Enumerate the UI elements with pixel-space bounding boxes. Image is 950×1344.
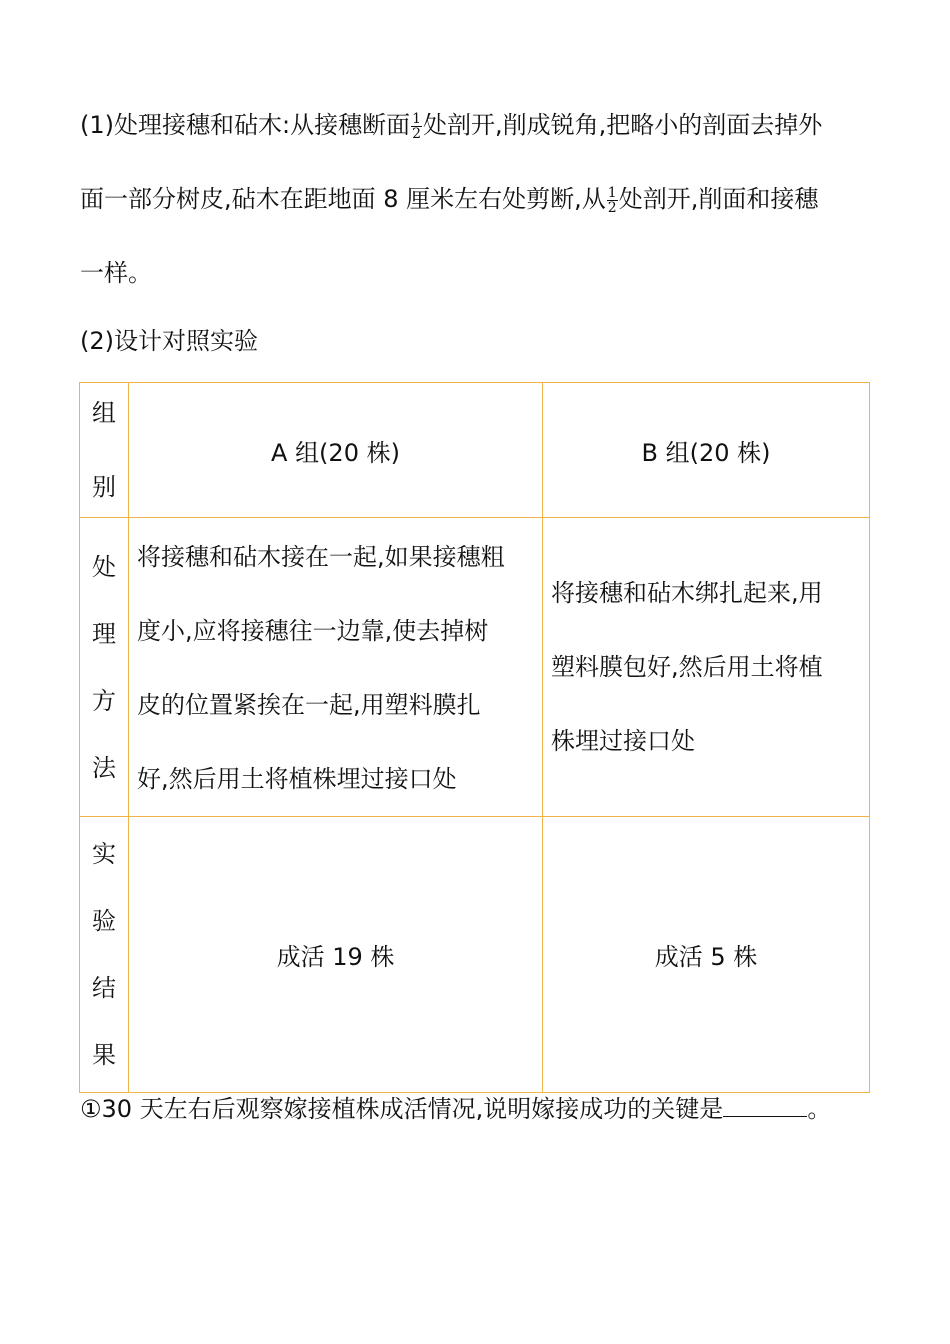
method-b-line: 将接穗和砧木绑扎起来,用 [551,579,823,607]
table-row-group [80,383,870,518]
fraction-half: $\frac{1}{2}$ [607,184,617,216]
row-label-char: 理 [92,619,116,648]
question-line: ①30 天左右后观察嫁接植株成活情况,说明嫁接成功的关键是 。 [80,1095,832,1123]
table-row-method [80,518,870,817]
method-group-b [543,518,870,817]
header-group-a: A 组(20 株) [129,383,543,518]
header-group-b: B 组(20 株) [543,383,870,518]
method-a-line: 度小,应将接穗往一边靠,使去掉树 [137,617,489,645]
method-group-a [129,518,543,817]
row-label-result [80,817,129,1093]
question-text: ①30 天左右后观察嫁接植株成活情况,说明嫁接成功的关键是 [80,1095,724,1123]
para1-line3: 一样。 [80,259,152,287]
table-row-result [80,817,870,1093]
row-label-char: 验 [92,907,116,935]
row-label-char: 处 [92,552,116,581]
row-label-char: 果 [92,1041,116,1069]
experiment-table [79,382,870,1093]
para1-line2: 面一部分树皮,砧木在距地面 8 厘米左右处剪断,从 $\frac{1}{2}$ 处剖开,削面和接穗 [80,184,819,216]
row-label-group [80,383,129,518]
method-b-line: 塑料膜包好,然后用土将植 [551,653,823,681]
row-label-char: 结 [92,974,116,1002]
method-a-line: 皮的位置紧挨在一起,用塑料膜扎 [137,691,481,719]
para2-heading: (2)设计对照实验 [80,327,258,355]
row-label-text [80,552,128,782]
result-group-a: 成活 19 株 [129,817,543,1093]
row-label-text [80,399,128,501]
row-label-char: 方 [92,686,116,715]
method-a-line: 好,然后用土将植株埋过接口处 [137,765,457,793]
row-label-text [80,840,128,1069]
result-group-b: 成活 5 株 [543,817,870,1093]
method-b-line: 株埋过接口处 [551,727,695,755]
answer-blank[interactable] [723,1094,807,1117]
row-label-method [80,518,129,817]
row-label-char: 别 [92,473,116,501]
fraction-half: $\frac{1}{2}$ [412,110,422,142]
para1-line1: (1)处理接穗和砧木:从接穗断面 $\frac{1}{2}$ 处剖开,削成锐角,把略小的剖面去掉外 [80,110,823,142]
method-a-line: 将接穗和砧木接在一起,如果接穗粗 [137,543,505,571]
row-label-char: 法 [92,753,116,782]
row-label-char: 组 [92,399,116,427]
row-label-char: 实 [92,840,116,868]
